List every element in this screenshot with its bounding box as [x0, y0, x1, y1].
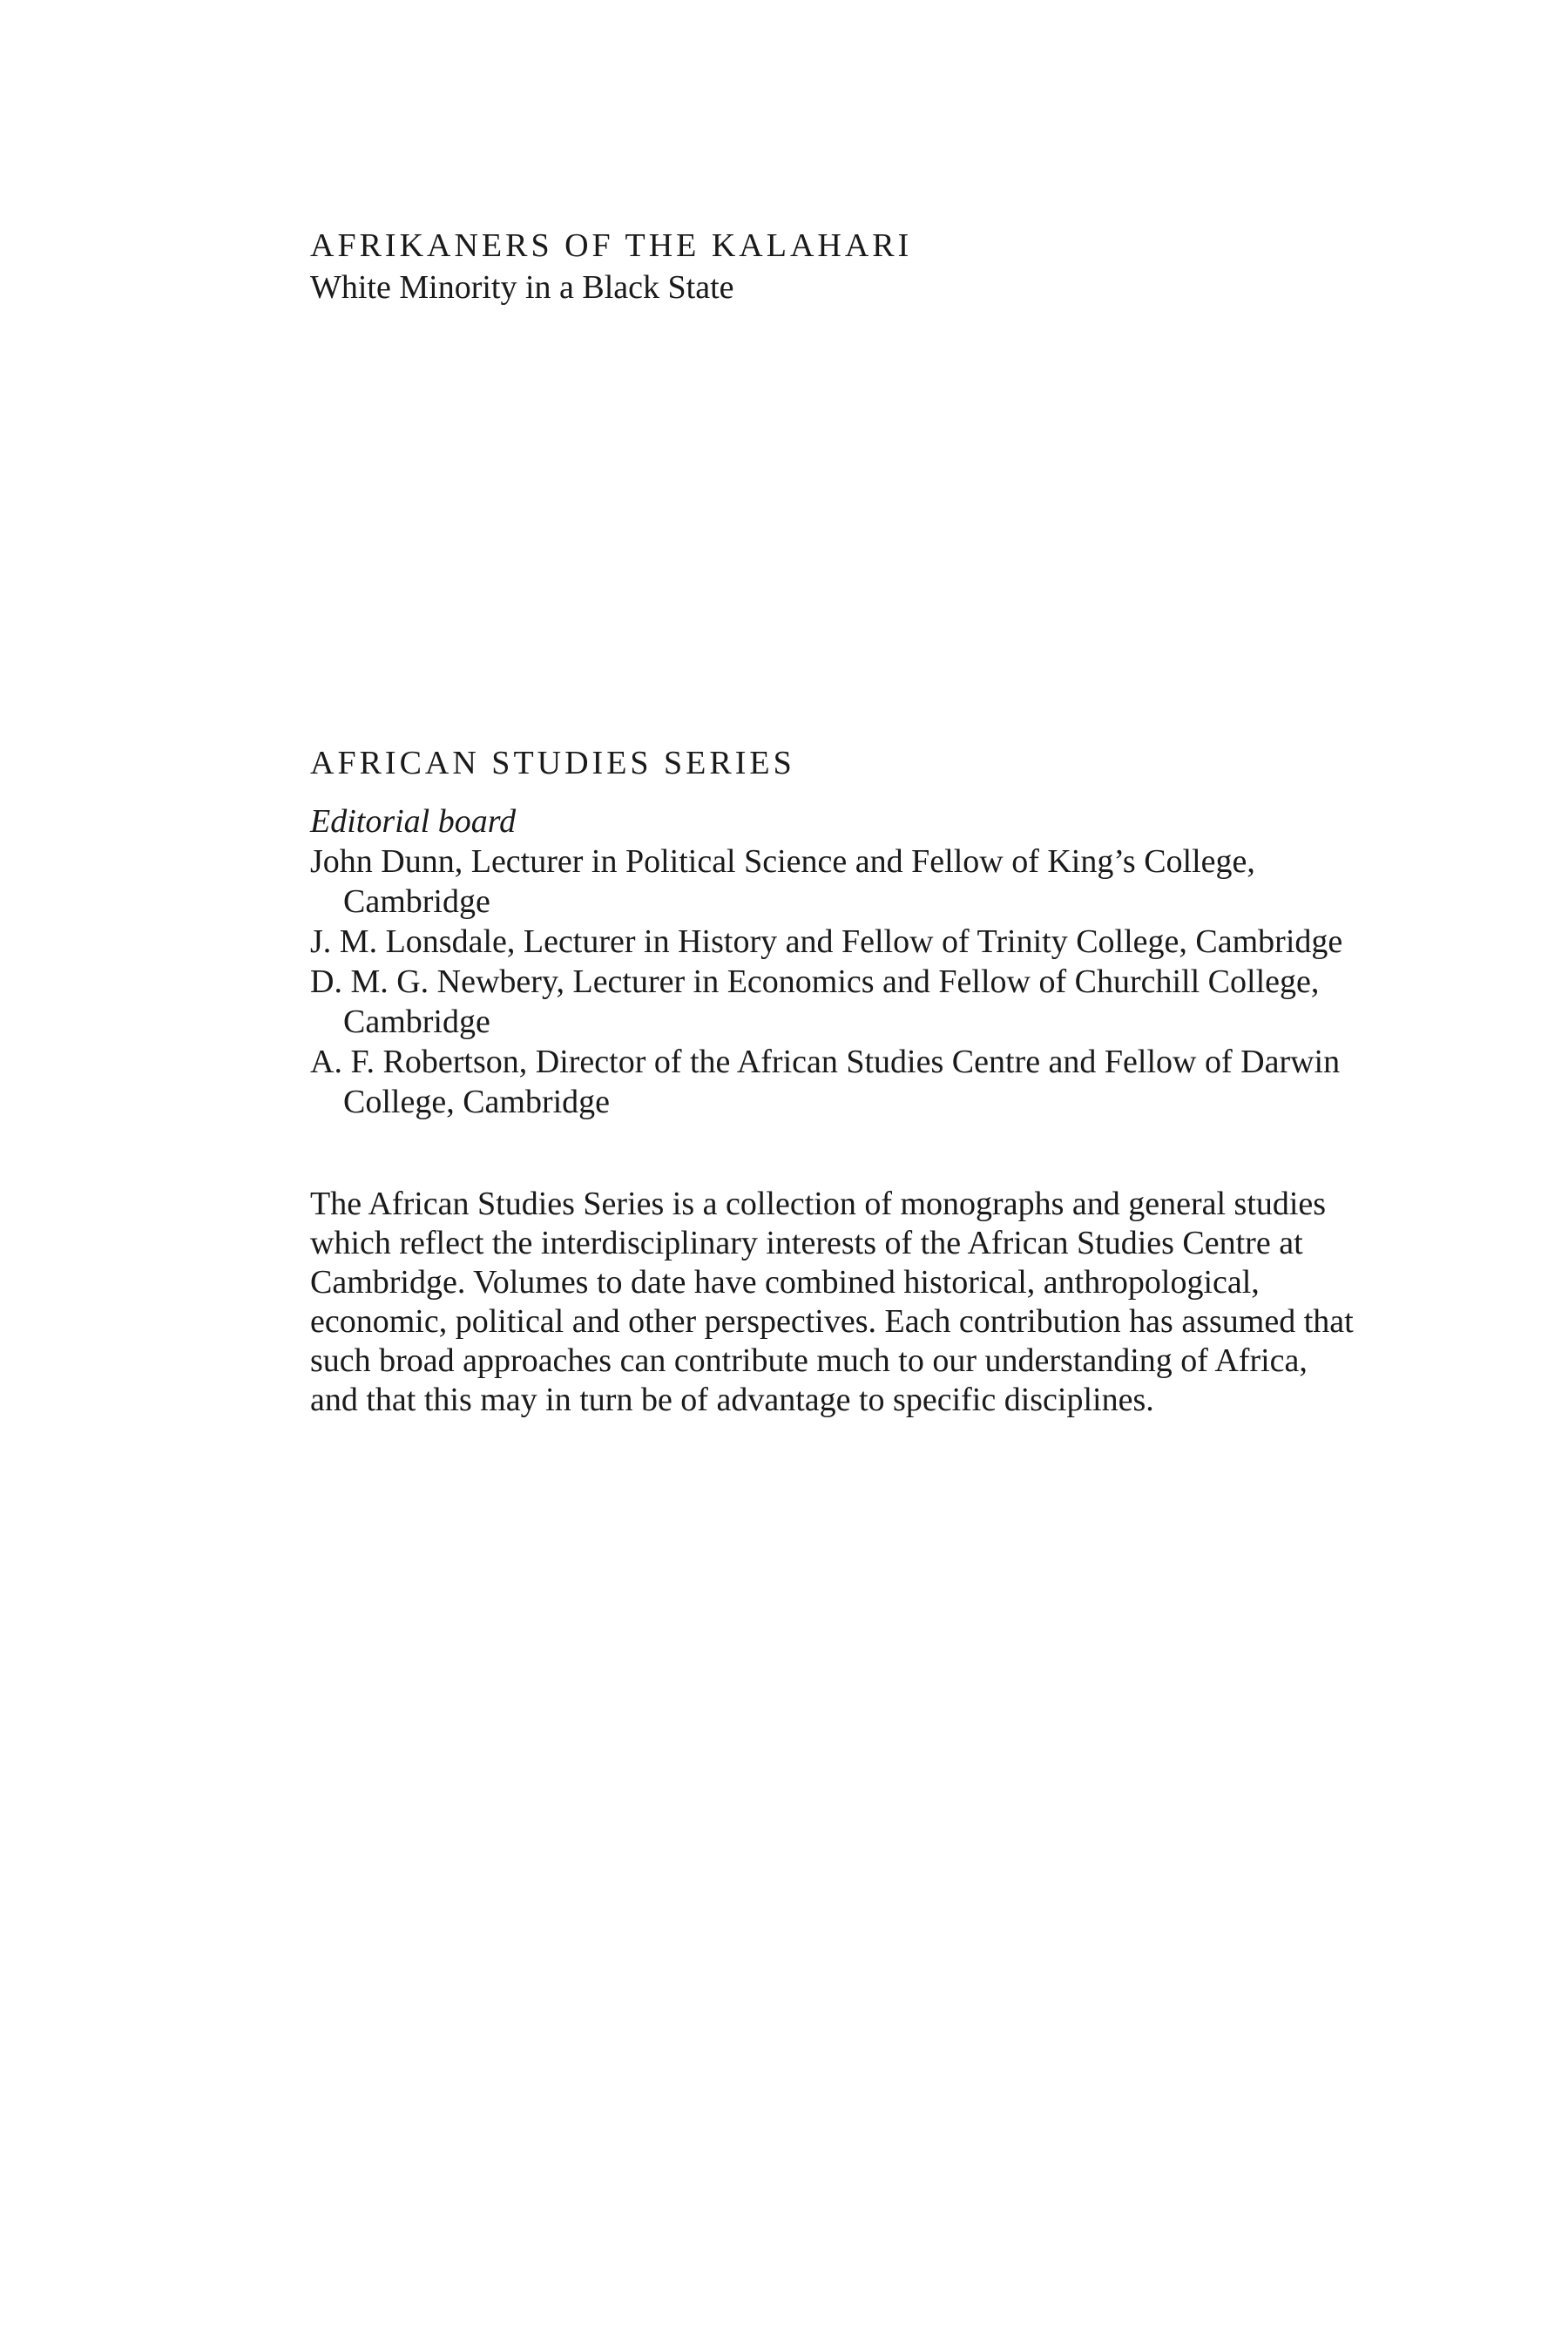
board-member: J. M. Lonsdale, Lecturer in History and Fellow of Trinity College, Cambridge [310, 923, 1343, 960]
series-title: AFRICAN STUDIES SERIES [310, 745, 795, 781]
board-member: D. M. G. Newbery, Lecturer in Economics and Fellow of Churchill College, Cambridge [310, 963, 1320, 1040]
editorial-board-heading: Editorial board [310, 803, 517, 840]
book-title: AFRIKANERS OF THE KALAHARI [310, 227, 913, 264]
book-title-block [310, 225, 1355, 308]
board-member: A. F. Robertson, Director of the African Studies Centre and Fellow of Darwin College, Cambridge [310, 1044, 1341, 1120]
book-subtitle: White Minority in a Black State [310, 269, 734, 306]
board-member: John Dunn, Lecturer in Political Science and Fellow of King’s College, Cambridge [310, 843, 1255, 920]
series-block [310, 742, 1355, 1420]
series-description: The African Studies Series is a collection of monographs and general studies which reflect the interdisciplinary interests of the African Studies Centre at Cambridge. Volumes to date have combined historical, anthropological, economic, political and other perspectives. Each contribution has assumed that such broad approaches can contribute much to our understanding of Africa, and that this may in turn be of advantage to specific disciplines. [310, 1186, 1354, 1418]
editorial-board-list [310, 841, 1355, 1122]
